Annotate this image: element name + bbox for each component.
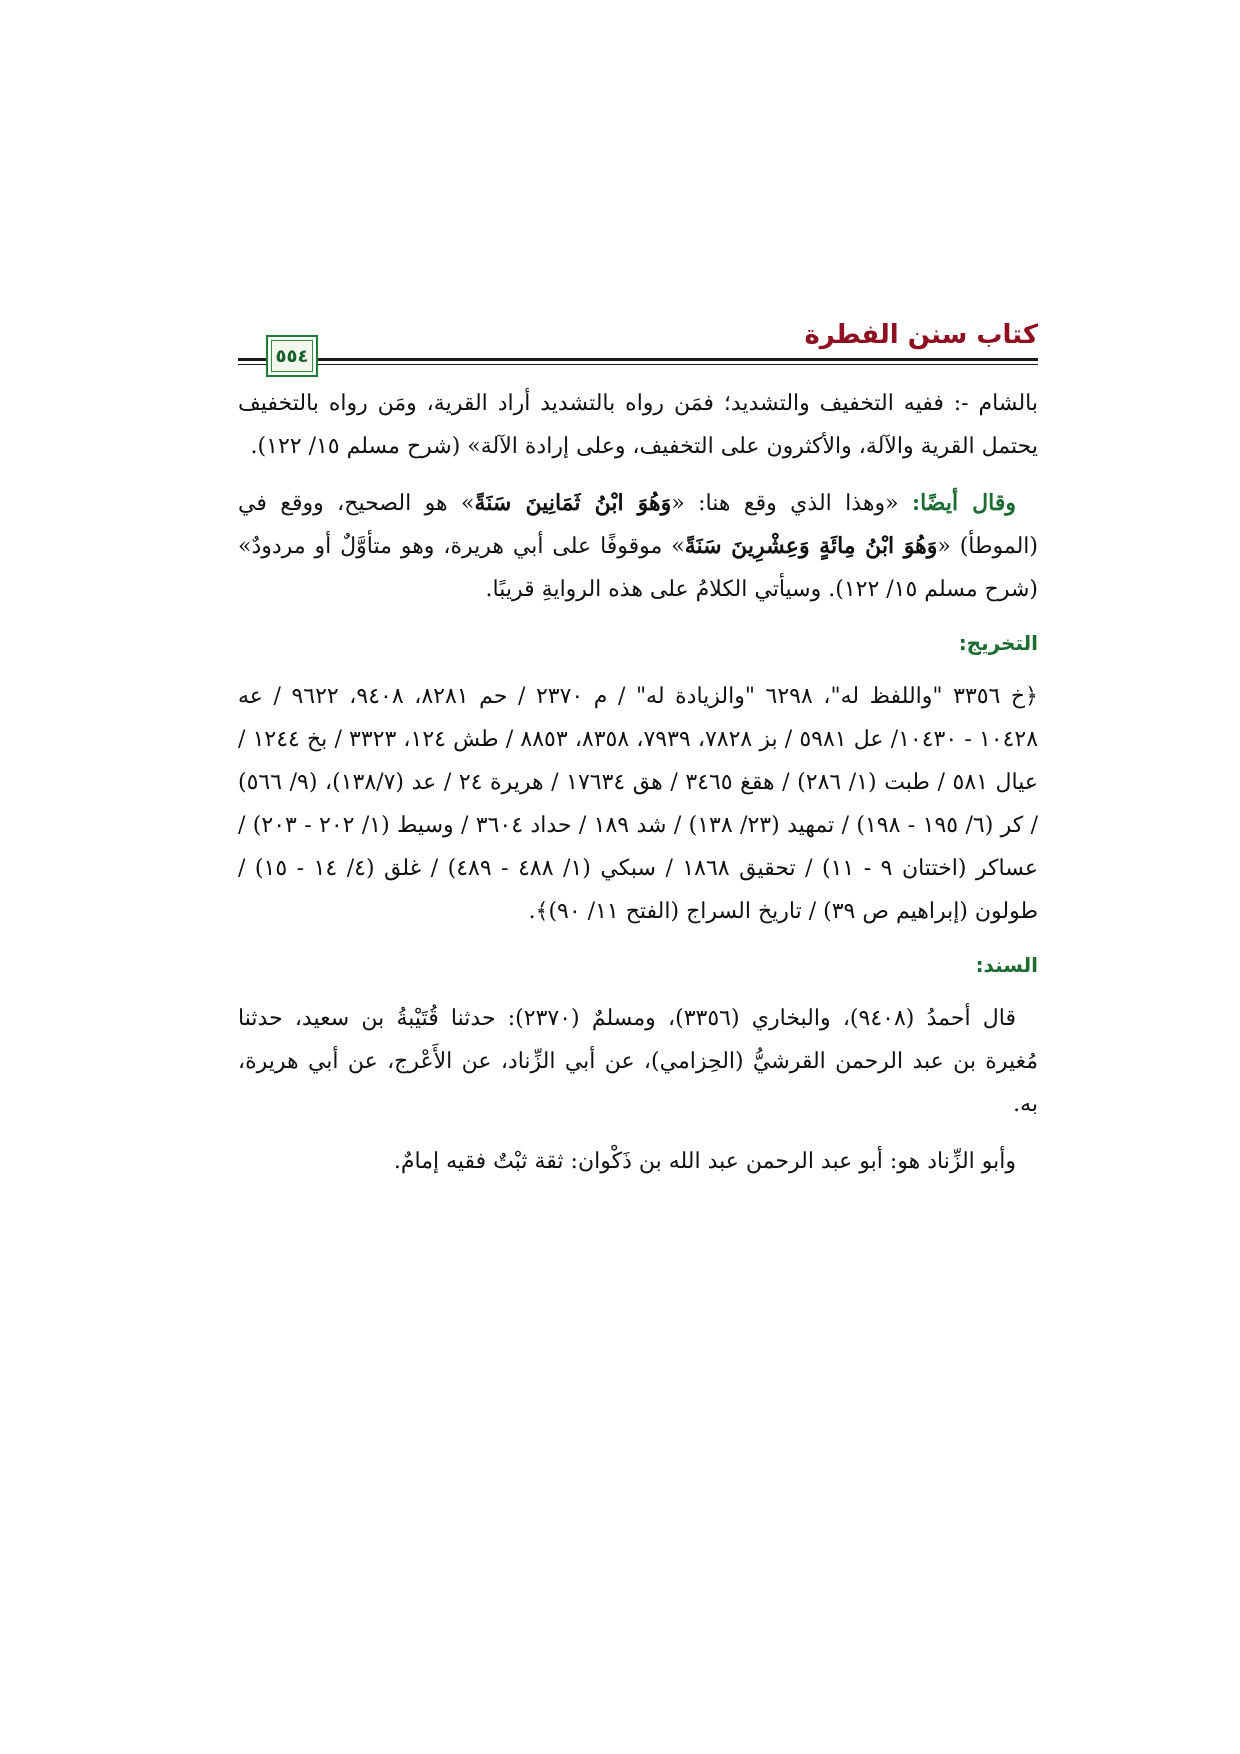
header-rule-left-thick	[238, 358, 266, 361]
header-rule-thick	[318, 358, 1038, 361]
page-number: ٥٥٤	[271, 340, 313, 372]
takhrij-heading: التخريج:	[958, 631, 1038, 655]
sanad-heading: السند:	[975, 953, 1038, 977]
hadith-quote: وَهُوَ ابْنُ مِائَةٍ وَعِشْرِينَ سَنَةً	[684, 533, 938, 559]
paragraph-qala-aydan	[238, 482, 1038, 611]
header-rule-left-thin	[238, 364, 266, 365]
hadith-quote: وَهُوَ ابْنُ ثَمَانِينَ سَنَةً	[474, 490, 672, 516]
page-number-badge	[266, 335, 318, 377]
takhrij-references: ﴿خ ٣٣٥٦ "واللفظ له"، ٦٢٩٨ "والزيادة له" / م ٢٣٧٠ / حم ٨٢٨١، ٩٤٠٨، ٩٦٢٢ / عه ١٠٤٢٨ - ١٠٤٣٠/ عل ٥٩٨١ / بز ٧٨٢٨، ٧٩٣٩، ٨٣٥٨، ٨٨٥٣ / طش ١٢٤، ٣٣٢٣ / بخ ١٢٤٤ / عيال ٥٨١ / طبت (١/ ٢٨٦) / هقغ ٣٤٦٥ / هق ١٧٦٣٤ / هريرة ٢٤ / عد (١٣٨/٧)، (٩/ ٥٦٦) / كر (٦/ ١٩٥ - ١٩٨) / تمهيد (٢٣/ ١٣٨) / شد ١٨٩ / حداد ٣٦٠٤ / وسيط (١/ ٢٠٢ - ٢٠٣) / عساكر (اختتان ٩ - ١١) / تحقيق ١٨٦٨ / سبكي (١/ ٤٨٨ - ٤٨٩) / غلق (٤/ ١٤ - ١٥) / طولون (إبراهيم ص ٣٩) / تاريخ السراج (الفتح ١١/ ٩٠)﴾.	[238, 684, 1039, 924]
narrator-note: وأبو الزِّناد هو: أبو عبد الرحمن عبد الله بن ذَكْوان: ثقة ثبْتٌ فقيه إمامٌ.	[393, 1149, 1016, 1174]
sanad-chain: قال أحمدُ (٩٤٠٨)، والبخاري (٣٣٥٦)، ومسلمٌ (٢٣٧٠): حدثنا قُتَيْبةُ بن سعيد، حدثنا مُغيرة بن عبد الرحمن القرشيُّ (الحِزامي)، عن أبي الزِّناد، عن الأَعْرج، عن أبي هريرة، به.	[238, 1006, 1038, 1117]
paragraph-commentary: بالشام -: ففيه التخفيف والتشديد؛ فمَن رواه بالتشديد أراد القرية، ومَن رواه بالتخفيف يحتمل القرية والآلة، والأكثرون على التخفيف، وعلى إرادة الآلة» (شرح مسلم ١٥/ ١٢٢).	[238, 391, 1038, 459]
paragraph-text: » هو الصحيح، ووقع في (الموطأ) «	[238, 491, 1038, 559]
page-body	[238, 382, 1038, 1183]
book-title: كتاب سنن الفطرة	[804, 320, 1038, 350]
page-header	[238, 300, 1038, 382]
paragraph-lead: وقال أيضًا:	[911, 490, 1017, 516]
header-rule-thin	[318, 364, 1038, 365]
book-page	[238, 300, 1038, 1197]
paragraph-text: » موقوفًا على أبي هريرة، وهو متأوَّلٌ أو مردودٌ» (شرح مسلم ١٥/ ١٢٢). وسيأتي الكلامُ على هذه الروايةِ قريبًا.	[238, 534, 1038, 602]
paragraph-text: «وهذا الذي وقع هنا: «	[671, 491, 912, 516]
